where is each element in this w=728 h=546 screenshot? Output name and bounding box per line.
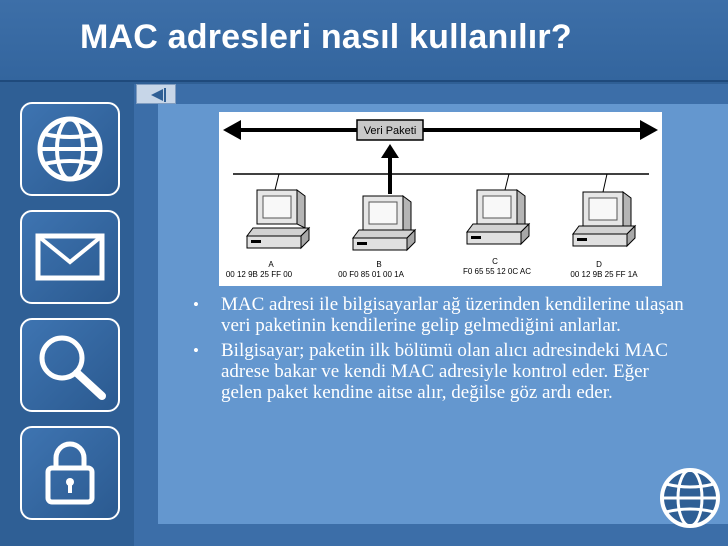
computer-a [247,174,309,248]
computer-d-mac: 00 12 9B 25 FF 1A [570,270,638,279]
globe-icon [658,466,722,530]
bullet-item [193,340,693,403]
bullet-item [193,294,693,336]
computer-c-mac: F0 65 55 12 0C AC [462,267,532,276]
computer-d [573,174,635,246]
magnifier-icon [22,320,118,410]
lock-tile[interactable] [20,426,120,520]
title-bar [0,0,728,82]
bullet-list [193,294,693,407]
globe-tile[interactable] [20,102,120,196]
computer-d-letter: D [596,260,602,269]
mail-tile[interactable] [20,210,120,304]
bullet-marker: • [193,341,199,360]
slide-title: MAC adresleri nasıl kullanılır? [80,18,572,56]
bullet-text: Bilgisayar; paketin ilk bölümü olan alıcı adresindeki MAC adrese bakar ve kendi MAC adresiyle kontrol eder. Eğer gelen paket kendine aitse alır, değilse göz ardı eder. [221,340,668,403]
network-diagram [219,112,662,286]
computer-a-letter: A [268,260,274,269]
corner-globe [658,466,722,535]
padlock-icon [22,428,118,518]
packet-label: Veri Paketi [363,125,417,137]
icon-sidebar [0,84,134,546]
computer-a-mac: 00 12 9B 25 FF 00 [225,270,293,279]
computer-c [467,174,529,244]
computer-c-letter: C [492,257,498,266]
computer-b-mac: 00 F0 85 01 00 1A [338,270,404,279]
search-tile[interactable] [20,318,120,412]
network-svg [219,112,662,286]
bullet-text: MAC adresi ile bilgisayarlar ağ üzerinden kendilerine ulaşan veri paketinin kendilerine gelip gelmediğini anlarlar. [221,294,684,336]
computer-b-letter: B [376,260,382,269]
bullet-marker: • [193,295,199,314]
triangle-left-icon [137,85,177,105]
back-button[interactable] [136,84,176,104]
globe-icon [22,104,118,194]
computer-b [353,196,415,250]
envelope-icon [22,212,118,302]
